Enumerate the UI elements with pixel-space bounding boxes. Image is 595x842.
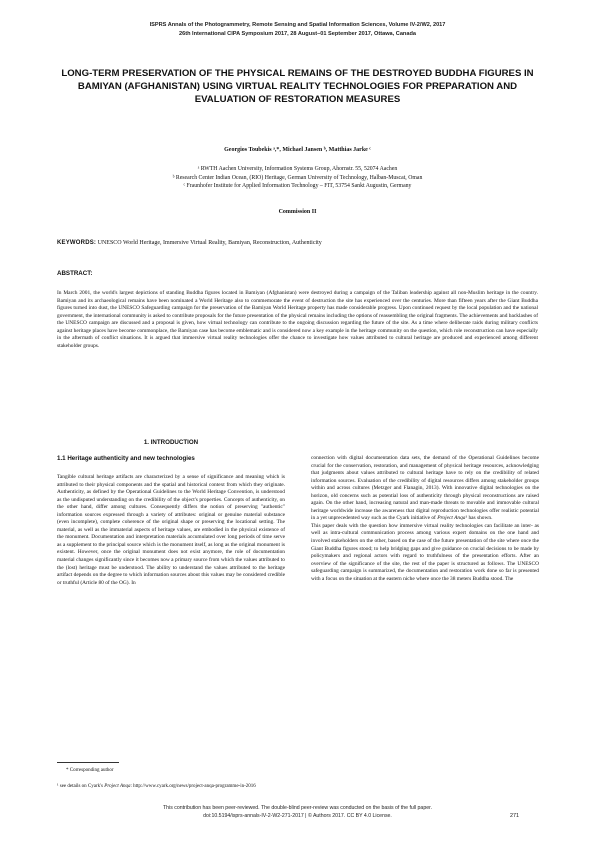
intro-left-column: Tangible cultural heritage artifacts are characterized by a sense of significance and meaning which is attributed to their physical components and the spatial and historical context from which they originate. Authenticity, as defined by the Operational Guidelines to the World Heritage Convention, is understood as the undisputed understanding on the credibility of the object's properties. Concepts of authenticity, on the other hand, differ among cultures. Consequently differs the notion of preserving "authentic" information sources expressed through a variety of attributes: original or genuine material substance (even incomplete), complete coherence of the original shape or preserving the locational setting. The material, as well as the immaterial aspects of heritage values, are embodied in the physical existence of the monument. Documentation and interpretation materials accumulated over long periods of time serve as a supplement to the principal source which is the monument itself, as long as the original monument is existent. However, once the original monument does not exist anymore, the role of documentation material changes significantly since it becomes now a primary source from which the values attributed to the (lost) heritage must be understood. The ability to understand the values attributed to the heritage artifact depends on the degree to which information sources about this values may be considered credible or truthful (Article 80 of the OG). In bbox=[57, 474, 285, 586]
intro-right-text-3: This paper deals with the question how immersive virtual reality technologies can facilitate an inter- as well as intra-cultural communication process among various expert domains on the one hand and involved stakeholders on the other, based on the case of the future presentation of the site where once the Giant Buddha figures stood; to help bridging gaps and give guidance on crucial decisions to be made by policymakers and regional actors with regard to truthfulness of the presentation efforts. After an overview of the significance of the site, the rest of the paper is structured as follows. The UNESCO safeguarding campaign is summarized, the documentation and restoration work done so far is presented with a focus on the situation at the eastern niche where once the 38 meters Buddha stood. The bbox=[311, 522, 539, 582]
keywords-text: UNESCO World Heritage, Immersive Virtual Reality, Bamiyan, Reconstruction, Authenticity bbox=[97, 240, 322, 246]
page-footer bbox=[0, 804, 595, 820]
footnote-1-italic: Project Anqa bbox=[104, 784, 131, 789]
intro-right-text-2: ¹ has shown. bbox=[465, 515, 493, 522]
affiliations bbox=[0, 165, 595, 191]
footer-line1: This contribution has been peer-reviewed. The double-blind peer-review was conducted on the basis of the full paper. bbox=[163, 805, 432, 811]
abstract-text: In March 2001, the world's largest depictions of standing Buddha figures located in Bamiyan (Afghanistan) were destroyed during a campaign of the Taliban leadership against all non-Muslim heritage in the country. Bamiyan and its archaeological remains have been nominated a World Heritage also to commemorate the event of destruction the site has experienced over the centuries. More than fifteen years after the Giant Buddha figures turned into dust, the UNESCO Safeguarding campaign for the preservation of the Bamiyan World Heritage property has made considerable progress. Upon continued request by the local population and the national government, the international community is asked to contribute proposals for the future presentation of the physical remains including the options of reassembling the original fragments. The achievements and backlashes of the UNESCO campaign are discussed and a proposal is given, how virtual technology can contribute to the ongoing discussion regarding the future of the site. As a time where deliberate raids during military conflicts against heritage places have become commonplace, the Bamiyan case has become emblematic and is considered now a key example in the heritage community on the question, which role reconstruction can have especially in the aftermath of conflict situations. It is argued that immersive virtual reality technologies offer the chance to investigate how values attributed to cultural heritage are produced and experienced among different stakeholder groups. bbox=[57, 290, 538, 349]
subsection-heading: 1.1 Heritage authenticity and new technologies bbox=[57, 455, 195, 462]
footnote-1-prefix: ¹ see details on Cyark's bbox=[57, 784, 104, 789]
journal-header bbox=[0, 21, 595, 39]
section-heading-introduction: 1. INTRODUCTION bbox=[143, 439, 199, 446]
page-number: 271 bbox=[510, 813, 519, 819]
affiliation-a: ᵃ RWTH Aachen University, Information Systems Group, Ahornstr. 55, 52074 Aachen bbox=[197, 166, 398, 172]
keywords-label: KEYWORDS: bbox=[57, 240, 97, 246]
commission: Commission II bbox=[278, 209, 317, 215]
footnote-1-suffix: : http://www.cyark.org/news/project-anqa-programme-in-2016 bbox=[130, 784, 256, 789]
footnote-divider bbox=[57, 762, 119, 763]
footnote-corresponding: * Corresponding author bbox=[66, 768, 114, 773]
abstract-heading: ABSTRACT: bbox=[57, 270, 93, 277]
authors: Georgios Toubekis ᵃ,*, Michael Jansen ᵇ, Matthias Jarke ᶜ bbox=[224, 147, 371, 153]
paper-title: LONG-TERM PRESERVATION OF THE PHYSICAL REMAINS OF THE DESTROYED BUDDHA FIGURES IN BAMIYAN (AFGHANISTAN) USING VIRTUAL REALITY TECHNOLOGIES FOR PREPARATION AND EVALUATION OF RESTORATION MEASURES bbox=[61, 68, 534, 105]
keywords bbox=[57, 239, 537, 247]
affiliation-c: ᶜ Fraunhofer Institute for Applied Information Technology – FIT, 53754 Sankt Augustin, Germany bbox=[183, 183, 412, 190]
journal-header-line2: 26th International CIPA Symposium 2017, 28 August–01 September 2017, Ottawa, Canada bbox=[179, 31, 416, 37]
affiliation-b: ᵇ Research Center Indian Ocean, (RIO) Heritage, German University of Technology, Halban-Muscat, Oman bbox=[172, 174, 423, 181]
intro-right-text-1: connection with digital documentation data sets, the demand of the Operational Guidelines become crucial for the conservation, restoration, and management of physical heritage resources, acknowledging that judgments about values attributed to cultural heritage have to rely on the credibility of related information sources. Evaluation of the credibility of digital resources differs among stakeholder groups within and across cultures (Metzger and Flanagin, 2013). With innovative digital technologies on the horizon, old concerns such as potential loss of authenticity through physical reconstructions are raised again. On the other hand, increasing natural and man-made threats to movable and immovable cultural heritage worldwide increase the awareness that digital reproduction technologies offer realistic potential in a yet unprecedented way such as the Cyark initiative of bbox=[311, 455, 539, 522]
footer-line2: doi:10.5194/isprs-annals-IV-2-W2-271-2017 | © Authors 2017. CC BY 4.0 License. bbox=[203, 813, 392, 819]
intro-right-column bbox=[311, 455, 539, 583]
project-anqa-italic: Project Anqa bbox=[437, 515, 466, 522]
journal-header-line1: ISPRS Annals of the Photogrammetry, Remote Sensing and Spatial Information Sciences, Volume IV-2/W2, 2017 bbox=[149, 22, 446, 28]
footnote-1 bbox=[57, 783, 256, 790]
